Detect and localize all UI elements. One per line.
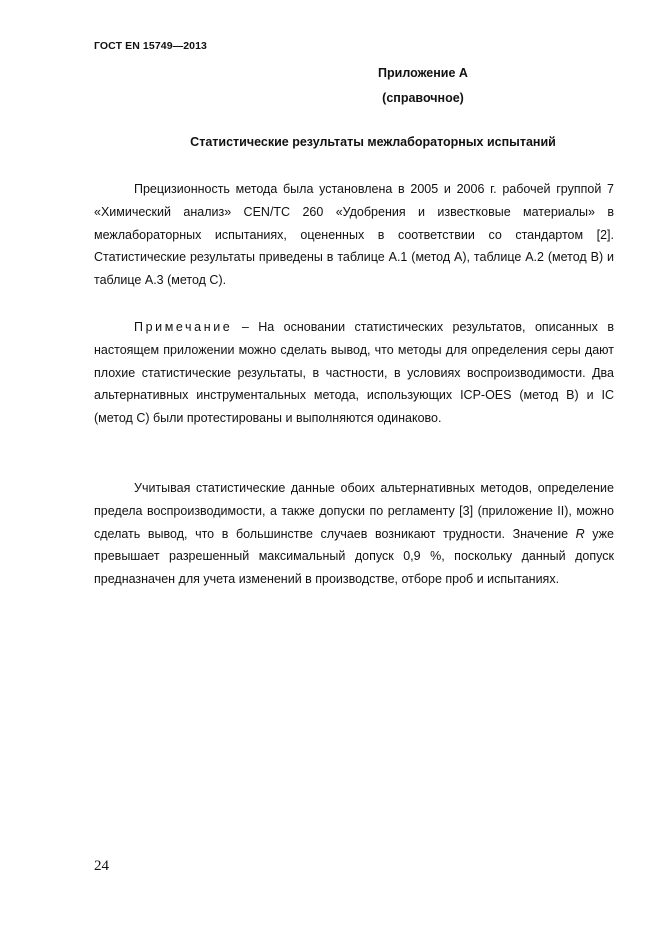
document-header: ГОСТ EN 15749—2013 — [94, 40, 207, 52]
paragraph-conclusion — [94, 477, 614, 591]
annex-title: Приложение А — [378, 66, 468, 80]
note-separator: – — [232, 320, 259, 334]
annex-subtitle: (справочное) — [382, 91, 464, 105]
note-label: Примечание — [134, 320, 233, 334]
section-title: Статистические результаты межлабораторных испытаний — [190, 135, 556, 149]
note-paragraph — [94, 316, 614, 430]
page-number: 24 — [94, 858, 109, 874]
note-text: На основании статистических результатов, описанных в настоящем приложении можно сделать вывод, что методы для определения серы дают плохие статистические результаты, в частности, в условиях воспроизводимости. Два альтернативных инструментальных метода, использующих ICP-OES (метод В) и IC (метод С) были протестированы и выполняются одинаково. — [94, 320, 614, 426]
paragraph-conclusion-part1: Учитывая статистические данные обоих альтернативных методов, определение предела воспроизводимости, а также допуски по регламенту [3] (приложение II), можно сделать вывод, что в большинстве случаев возникают трудности. Значение — [94, 481, 614, 541]
symbol-r: R — [575, 526, 585, 541]
paragraph-conclusion-part2: уже превышает разрешенный максимальный допуск 0,9 %, поскольку данный допуск предназначен для учета изменений в производстве, отборе проб и испытаниях. — [94, 526, 614, 587]
paragraph-precision: Прецизионность метода была установлена в 2005 и 2006 г. рабочей группой 7 «Химический анализ» CEN/TC 260 «Удобрения и известковые материалы» в межлабораторных испытаниях, оцененных в соответствии со стандартом [2]. Статистические результаты приведены в таблице А.1 (метод А), таблице А.2 (метод В) и таблице А.3 (метод С). — [94, 182, 614, 288]
